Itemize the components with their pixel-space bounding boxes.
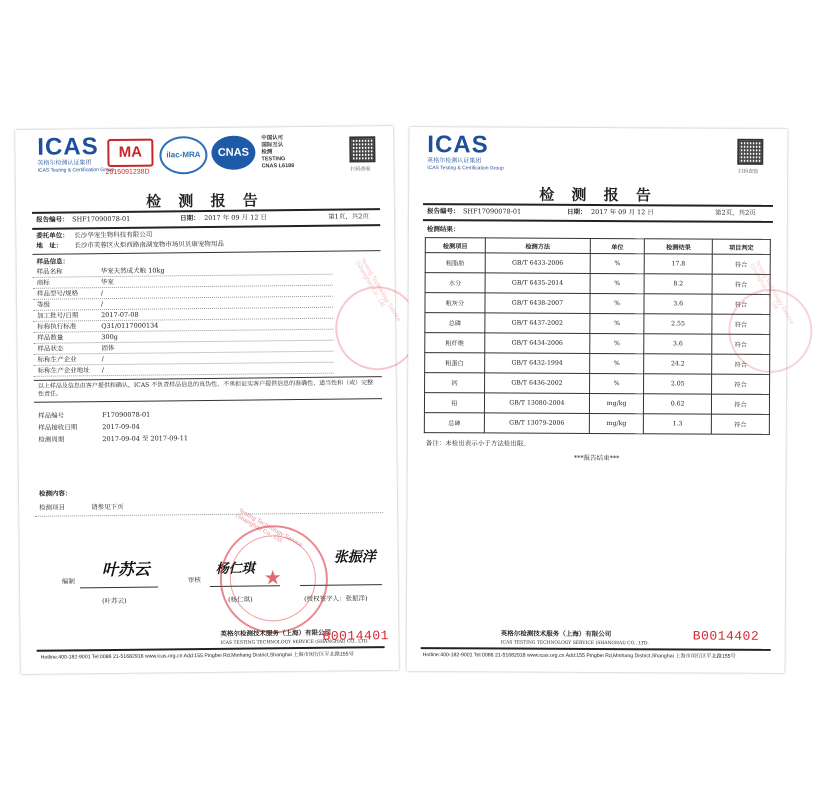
sample-field-label: 加工批号/日期 [37, 311, 79, 320]
icas-logo: ICAS [37, 133, 99, 161]
company-name: 英格尔检测技术服务（上海）有限公司 [500, 629, 612, 639]
sample-receipt-list [15, 126, 393, 130]
signature-line [80, 587, 158, 589]
table-row [424, 413, 769, 435]
cell-judgment: 符合 [711, 414, 769, 434]
cell-judgment: 符合 [712, 374, 770, 394]
company-name-en: ICAS TESTING TECHNOLOGY SERVICE (SHANGHAI) CO., LTD. [500, 640, 649, 647]
cell-judgment: 符合 [712, 274, 770, 294]
divider [32, 250, 380, 255]
icas-logo: ICAS [427, 131, 489, 159]
cell-result: 3.6 [644, 334, 712, 354]
table-row [425, 353, 770, 375]
cell-method: GB/T 13080-2004 [484, 393, 589, 414]
cell-item: 钙 [425, 373, 485, 393]
cnas-logo: CNAS [211, 135, 255, 169]
sample-field-label: 等级 [36, 300, 51, 309]
cell-method: GB/T 6436-2002 [484, 373, 589, 394]
row-divider [34, 362, 334, 366]
report-no-label: 报告编号： [426, 207, 460, 216]
test-content-label: 检测内容： [38, 489, 72, 498]
sample-field-label: 样品数量 [37, 333, 64, 342]
footer-contact: Hotline:400-182-9001 Tel:0086 21-51682918 www.icas.org.cn Add:155 Pingbei Rd,Minhang District,Shanghai 上海市闵行区平北路155号 [422, 652, 736, 660]
editor-label: 编制 [61, 577, 75, 586]
results-body [424, 253, 770, 435]
row-divider [34, 351, 334, 355]
cell-judgment: 符合 [712, 394, 770, 414]
row-divider [33, 340, 333, 344]
cell-unit: mg/kg [589, 413, 643, 433]
approver-name: (授权签字人：张振洋) [304, 594, 368, 603]
cma-number: 2015091238D [105, 168, 150, 177]
cma-logo: MA [107, 139, 153, 167]
cell-unit: % [590, 353, 644, 373]
sample-field-label: 样品型号/规格 [36, 289, 79, 298]
icas-logo-subtitle-cn: 英格尔检测认证集团 [427, 158, 482, 165]
report-no: SHF17090078-01 [462, 207, 522, 216]
receipt-field-value: 2017-09-04 至 2017-09-11 [102, 434, 189, 444]
footer-contact: Hotline:400-182-9001 Tel:0086 21-51682918 www.icas.org.cn Add:155 Pingbei Rd,Minhang District,Shanghai 上海市闵行区平北路155号 [40, 651, 354, 661]
address-label: 地 址： [36, 241, 63, 250]
divider [34, 398, 382, 403]
divider [423, 203, 773, 207]
date-label: 日期： [566, 207, 587, 216]
cell-method: GB/T 6438-2007 [485, 293, 590, 314]
col-header-unit: 单位 [590, 238, 644, 253]
cell-method: GB/T 6434-2006 [485, 333, 590, 354]
col-header-item: 检测项目 [425, 238, 485, 253]
cell-result: 24.2 [644, 354, 712, 374]
cell-unit: % [590, 253, 644, 273]
col-header-result: 检测结果 [645, 239, 713, 254]
faded-seal-text: Testing Technology Service (Shanghai) Co., Ltd. [353, 257, 402, 323]
sample-field-value: 固体 [101, 343, 115, 353]
cell-unit: % [590, 333, 644, 353]
sample-field-value: 2017-07-08 [101, 310, 139, 320]
test-item-value: 请参见下页 [91, 502, 124, 512]
cnas-caption-line: 中国认可 [261, 135, 284, 142]
report-no-label: 报告编号： [36, 215, 69, 224]
row-divider [33, 329, 333, 333]
sample-field-value: Q31/0117000134 [101, 321, 159, 331]
table-row [424, 393, 769, 415]
row-divider [33, 285, 333, 289]
sample-field-value: 华宠天然成犬粮 10kg [100, 266, 165, 276]
icas-logo-subtitle-cn: 英格尔检测认证集团 [37, 160, 92, 167]
table-row [425, 313, 770, 335]
reviewer-name: (杨仁琪) [228, 595, 253, 604]
end-mark: ***报告结束*** [573, 453, 620, 463]
col-header-method: 检测方法 [485, 238, 590, 254]
sample-field-value: / [101, 366, 104, 375]
row-divider [33, 274, 333, 278]
page-info: 第1页，共2页 [328, 212, 369, 221]
cell-item: 粗脂肪 [425, 253, 485, 273]
cell-result: 2.05 [644, 374, 712, 394]
serial-number: B0014402 [692, 628, 760, 644]
reviewer-label: 审核 [187, 576, 201, 585]
page-info: 第2页，共2页 [714, 208, 756, 217]
cell-item: 粗纤维 [425, 333, 485, 353]
table-row [425, 253, 770, 275]
cell-method: GB/T 6437-2002 [485, 313, 590, 334]
sample-field-label: 样品状态 [37, 344, 64, 353]
company-name: 英格尔检测技术服务（上海）有限公司 [220, 628, 331, 638]
client-label: 委托单位： [36, 231, 69, 240]
cell-result: 1.3 [644, 414, 712, 434]
results-label: 检测结果： [426, 225, 460, 234]
faded-seal-text: Testing Technology Service (Shanghai) Co., Ltd. [748, 259, 795, 326]
sample-field-value: / [101, 355, 104, 364]
cell-unit: mg/kg [589, 393, 643, 413]
table-row [425, 293, 770, 315]
icas-logo-subtitle-en: ICAS Testing & Certification Group [427, 165, 504, 172]
report-title: 检 测 报 告 [145, 191, 264, 211]
cell-method: GB/T 6433-2006 [485, 253, 590, 274]
disclaimer-text: 以上样品及信息由客户提供和确认，ICAS 不负责样品信息的真伪性、不承担证实客户提供信息的准确性、适当性和（或）完整性责任。 [37, 379, 374, 398]
cell-result: 17.8 [644, 254, 712, 274]
row-divider [33, 307, 333, 311]
cell-item: 粗灰分 [425, 293, 485, 313]
sample-field-value: 华宠 [100, 277, 114, 287]
cnas-caption [261, 135, 294, 170]
receipt-field-label: 样品接收日期 [38, 423, 78, 432]
cell-judgment: 符合 [712, 254, 770, 274]
icas-logo-subtitle-en: ICAS Testing & Certification Group [37, 166, 115, 174]
divider [32, 224, 380, 230]
cell-item: 粗蛋白 [425, 353, 485, 373]
cell-judgment: 符合 [712, 334, 770, 354]
cnas-caption-line: 检测 [261, 149, 273, 156]
sample-field-label: 样品名称 [36, 267, 63, 276]
qr-code-icon [737, 139, 763, 165]
cell-judgment: 符合 [712, 294, 770, 314]
date-label: 日期： [180, 214, 200, 223]
receipt-field-label: 检测周期 [38, 435, 65, 444]
cell-judgment: 符合 [712, 314, 770, 334]
divider [423, 219, 773, 223]
note-text: 备注：未检出表示小于方法检出限。 [425, 439, 530, 448]
company-name-en: ICAS TESTING TECHNOLOGY SERVICE (SHANGHAI) CO., LTD. [220, 639, 369, 646]
sample-field-label: 标称执行标准 [37, 322, 77, 331]
receipt-field-value: F17090078-01 [102, 410, 151, 420]
cell-method: GB/T 13079-2006 [484, 413, 589, 434]
sample-field-label: 商标 [36, 278, 50, 287]
table-row [425, 373, 770, 395]
test-item-label: 检测项目 [39, 503, 66, 512]
ilac-mra-logo: ilac-MRA [159, 136, 207, 175]
report-page-1 [15, 126, 402, 674]
reviewer-signature: 杨仁琪 [215, 561, 255, 577]
cell-item: 总砷 [424, 413, 484, 433]
report-title: 检 测 报 告 [539, 185, 657, 205]
sample-field-label: 标称生产企业 [37, 355, 77, 364]
approver-signature: 张振洋 [333, 549, 376, 566]
cell-method: GB/T 6435-2014 [485, 273, 590, 294]
faded-seal [335, 257, 420, 371]
cell-method: GB/T 6432-1994 [484, 353, 589, 374]
sample-field-value: / [100, 300, 104, 309]
cell-item: 水分 [425, 273, 485, 293]
cell-unit: % [590, 293, 644, 313]
cell-item: 总磷 [425, 313, 485, 333]
sample-field-value: 300g [101, 332, 118, 342]
qr-caption: 扫码查验 [738, 168, 759, 175]
report-no: SHF17090078-01 [72, 214, 131, 224]
cell-result: 2.55 [644, 314, 712, 334]
divider [35, 512, 383, 517]
divider [421, 647, 771, 651]
results-table [424, 237, 771, 435]
cell-result: 0.62 [644, 394, 712, 414]
report-date: 2017 年 09 月 12 日 [204, 213, 268, 223]
cnas-caption-line: 国际互认 [261, 142, 284, 149]
cnas-caption-line: TESTING [261, 156, 286, 163]
editor-signature: 叶苏云 [101, 559, 150, 580]
address-value: 长沙市芙蓉区火炬西路南湖宠物市场贝贝康宠物用品 [74, 239, 224, 250]
cell-item: 铅 [424, 393, 484, 413]
table-row [425, 273, 770, 295]
cell-result: 3.6 [644, 294, 712, 314]
table-row [425, 333, 770, 355]
receipt-field-label: 样品编号 [38, 411, 65, 420]
report-page-2 [407, 127, 795, 673]
seal-text: Testing Technology Service (Shanghai) Co., Ltd. [234, 507, 304, 549]
qr-caption: 扫码查验 [350, 166, 371, 173]
editor-name: (叶苏云) [102, 596, 127, 606]
cell-result: 8.2 [644, 274, 712, 294]
qr-code-icon [349, 136, 375, 162]
col-header-judgment: 项目判定 [712, 239, 770, 254]
cell-unit: % [590, 373, 644, 393]
sample-info-label: 样品信息： [36, 257, 70, 266]
sample-field-value: / [100, 289, 104, 298]
receipt-field-value: 2017-09-04 [102, 422, 140, 432]
sample-info-list [15, 126, 393, 130]
client-value: 长沙华宠生物科技有限公司 [74, 230, 153, 240]
official-seal [219, 507, 328, 634]
sample-field-label: 标称生产企业地址 [37, 366, 90, 375]
report-date: 2017 年 09 月 12 日 [590, 207, 654, 217]
cell-unit: % [590, 273, 644, 293]
cell-judgment: 符合 [712, 354, 770, 374]
cell-unit: % [590, 313, 644, 333]
serial-number: B0014401 [322, 628, 389, 644]
seal-star-icon: ★ [263, 565, 282, 590]
cnas-caption-line: CNAS L6186 [261, 163, 295, 170]
